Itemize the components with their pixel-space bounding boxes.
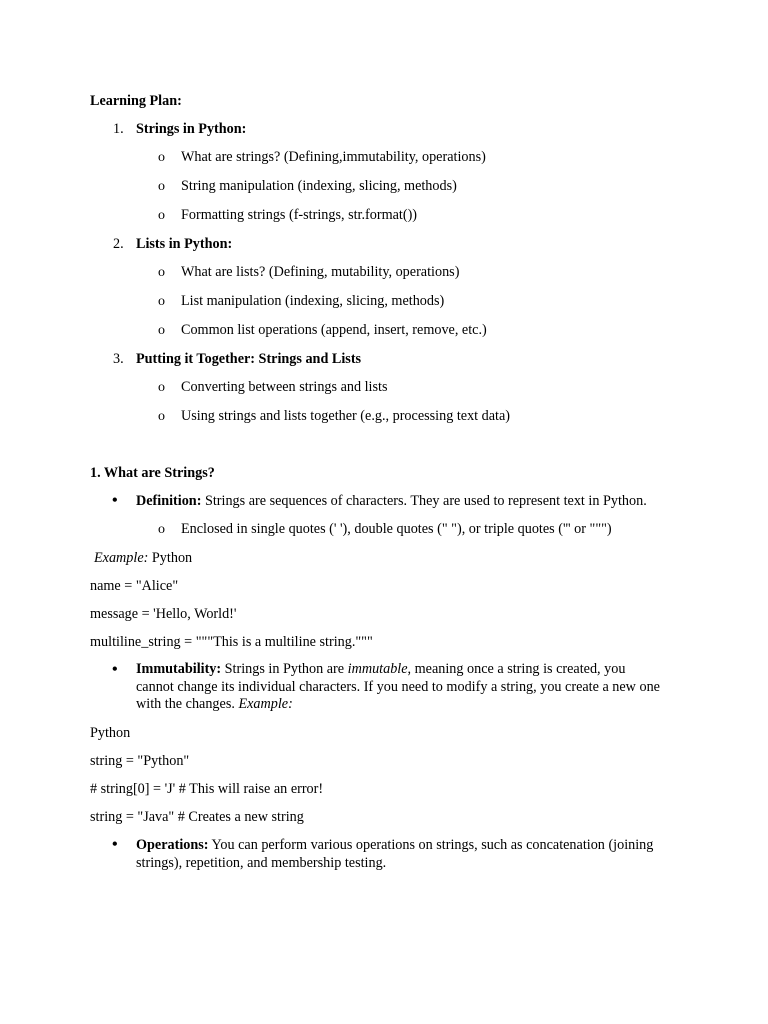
definition-subitem: Enclosed in single quotes (' '), double quotes (" "), or triple quotes (''' or """) (181, 521, 612, 537)
code-line: name = "Alice" (90, 578, 179, 594)
plan-item-title: Putting it Together: Strings and Lists (136, 351, 362, 367)
code-line: string = "Python" (90, 753, 190, 769)
definition-text: Strings are sequences of characters. They are used to represent text in Python. (201, 493, 647, 509)
immutability-text-continued: , meaning once a string is created, you cannot change its individual characters. If you need to modify a string, you create a new one with the changes. (136, 661, 660, 712)
bullet-marker: • (112, 492, 118, 509)
operations-text: You can perform various operations on strings, such as concatenation (joining strings), repetition, and membership testing. (136, 837, 654, 871)
plan-subitem: What are lists? (Defining, mutability, operations) (181, 264, 460, 280)
plan-subitem: Using strings and lists together (e.g., processing text data) (181, 408, 511, 424)
sub-bullet-marker: o (158, 150, 165, 165)
bullet-marker: • (112, 836, 118, 853)
plan-subitem: String manipulation (indexing, slicing, methods) (181, 178, 457, 194)
code-line: message = 'Hello, World!' (90, 606, 237, 622)
immutable-emphasis: immutable (347, 661, 408, 677)
sub-bullet-marker: o (158, 265, 165, 280)
plan-item-number: 3. (113, 351, 124, 367)
plan-item-number: 2. (113, 236, 124, 252)
plan-item-title: Strings in Python: (136, 121, 247, 137)
plan-subitem: What are strings? (Defining,immutability, operations) (181, 149, 486, 165)
immutability-text: Strings in Python are (221, 661, 348, 677)
code-line: multiline_string = """This is a multiline string.""" (90, 634, 373, 650)
code-language-label: Python (90, 725, 131, 741)
section-heading: 1. What are Strings? (90, 465, 215, 481)
immutability-paragraph (136, 661, 661, 714)
sub-bullet-marker: o (158, 294, 165, 309)
sub-bullet-marker: o (158, 208, 165, 223)
bullet-marker: • (112, 661, 118, 678)
plan-item-number: 1. (113, 121, 124, 137)
plan-subitem: List manipulation (indexing, slicing, methods) (181, 293, 445, 309)
sub-bullet-marker: o (158, 380, 165, 395)
plan-subitem: Converting between strings and lists (181, 379, 388, 395)
code-line: # string[0] = 'J' # This will raise an error! (90, 781, 324, 797)
sub-bullet-marker: o (158, 323, 165, 338)
operations-paragraph (136, 837, 661, 872)
immutability-label: Immutability: (136, 661, 222, 677)
definition-paragraph (136, 493, 647, 510)
sub-bullet-marker: o (158, 522, 165, 537)
sub-bullet-marker: o (158, 179, 165, 194)
plan-subitem: Formatting strings (f-strings, str.format()) (181, 207, 418, 223)
plan-item-title: Lists in Python: (136, 236, 233, 252)
plan-subitem: Common list operations (append, insert, remove, etc.) (181, 322, 487, 338)
code-line: string = "Java" # Creates a new string (90, 809, 304, 825)
example-label: Example: (94, 550, 149, 566)
example-language: Python (148, 550, 193, 566)
learning-plan-heading: Learning Plan: (90, 93, 182, 109)
definition-label: Definition: (136, 493, 202, 509)
example-line (94, 550, 192, 567)
sub-bullet-marker: o (158, 409, 165, 424)
operations-label: Operations: (136, 837, 209, 853)
immutability-example-label: Example: (238, 696, 293, 712)
